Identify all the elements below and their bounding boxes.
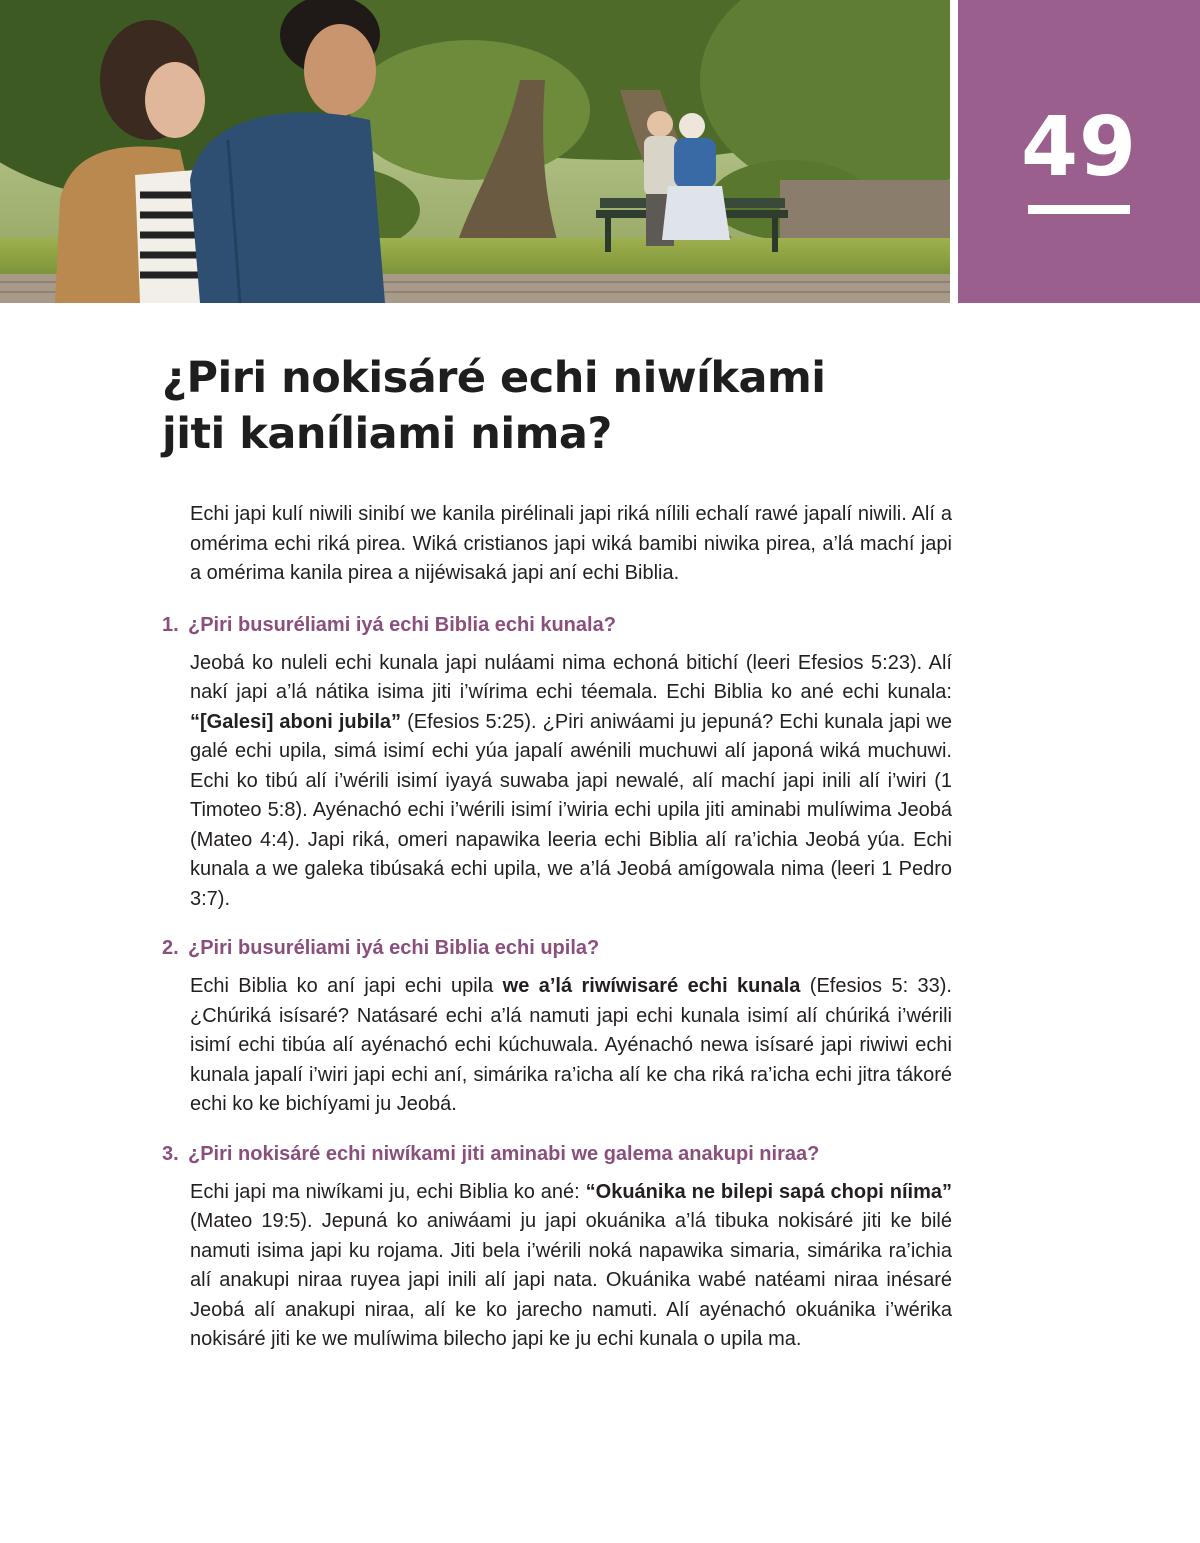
lesson-number: 49 <box>1020 100 1138 195</box>
text-run: Echi japi ma niwíkami ju, echi Biblia ko ané: <box>190 1180 586 1203</box>
text-run: Echi Biblia ko aní japi echi upila <box>190 975 503 997</box>
text-run: (Efesios 5: 33). ¿Chúriká isísaré? Natásaré echi a’lá namuti japi echi kunala isimí alí chúriká i’wérili isimí echi tibúa alí ayénachó echi kúchuwala. Ayénachó newa isísaré japi riwiwi echi kunala japalí i’wiri japi echi aní, simárika ra’icha alí ke cha riká ra’icha echi jitra tákoré echi ko ke bichíyami ju Jeobá. <box>190 975 952 1115</box>
section-paragraph <box>190 649 952 915</box>
main-content <box>162 500 952 1375</box>
header-photo <box>0 0 950 303</box>
emphasis-text: “[Galesi] aboni jubila” <box>190 710 402 733</box>
section-question <box>162 934 952 962</box>
question-text: ¿Piri busuréliami iyá echi Biblia echi kunala? <box>188 613 616 636</box>
question-text: ¿Piri nokisáré echi niwíkami jiti aminabi we galema anakupi niraa? <box>188 1142 820 1165</box>
question-number: 2. <box>162 937 179 959</box>
section-question <box>162 1140 952 1168</box>
emphasis-text: we a’lá riwíwisaré echi kunala <box>502 975 801 997</box>
title-line-2: jiti kaníliami nima? <box>162 409 612 459</box>
section-paragraph <box>190 972 952 1120</box>
section-1 <box>162 611 952 915</box>
lesson-badge <box>958 0 1200 303</box>
park-photo-illustration <box>0 0 950 303</box>
page-title <box>162 350 922 462</box>
section-2 <box>162 934 952 1120</box>
emphasis-text: “Okuánika ne bilepi sapá chopi níima” <box>585 1180 952 1203</box>
text-run: (Mateo 19:5). Jepuná ko aniwáami ju japi okuánika a’lá tibuka nokisáré jiti ke bilé namuti isima japi ku rojama. Jiti bela i’wérili noká napawika simaria, simárika ra’ichia alí anakupi niraa ruyea japi inili alí japi nata. Okuánika wabé natéami niraa inésaré Jeobá alí anakupi niraa, alí ke ko jarecho namuti. Alí ayénachó okuánika i’wérika nokisáré jiti ke we mulíwima bilecho japi ke ju echi kunala o upila ma. <box>190 1210 952 1350</box>
question-number: 1. <box>162 613 179 636</box>
intro-paragraph: Echi japi kulí niwili sinibí we kanila pirélinali japi riká nílili echalí rawé japalí niwili. Alí a omérima echi riká pirea. Wiká cristianos japi wiká bamibi niwika pirea, a’lá machí japi a omérima kanila pirea a nijéwisaká japi aní echi Biblia. <box>190 503 952 584</box>
section-paragraph <box>190 1178 952 1355</box>
text-run: Jeobá ko nuleli echi kunala japi nuláami nima echoná bitichí (leeri Efesios 5:23). Alí nakí japi a’lá nátika isima jiti i’wírima echi téemala. Echi Biblia ko ané echi kunala: <box>190 651 952 703</box>
section-question <box>162 611 952 639</box>
text-run: (Efesios 5:25). ¿Piri aniwáami ju jepuná? Echi kunala japi we galé echi upila, simá isimí echi yúa japalí awénili muchuwi alí japoná wiká muchuwi. Echi ko tibú alí i’wérili isimí iyayá suwaba japi newalé, alí machí japi inili alí i’wiri (1 Timoteo 5:8). Ayénachó echi i’wérili isimí i’wiria echi upila jiti aminabi mulíwima Jeobá (Mateo 4:4). Japi riká, omeri napawika leeria echi Biblia alí ra’ichia Jeobá yúa. Echi kunala a we galeka tibúsaká echi upila, we a’lá Jeobá amígowala nima (leeri 1 Pedro 3:7). <box>190 710 952 910</box>
question-number: 3. <box>162 1142 179 1165</box>
question-text: ¿Piri busuréliami iyá echi Biblia echi upila? <box>188 937 600 959</box>
section-3 <box>162 1140 952 1355</box>
title-line-1: ¿Piri nokisáré echi niwíkami <box>162 353 826 403</box>
badge-underline <box>1028 205 1130 214</box>
